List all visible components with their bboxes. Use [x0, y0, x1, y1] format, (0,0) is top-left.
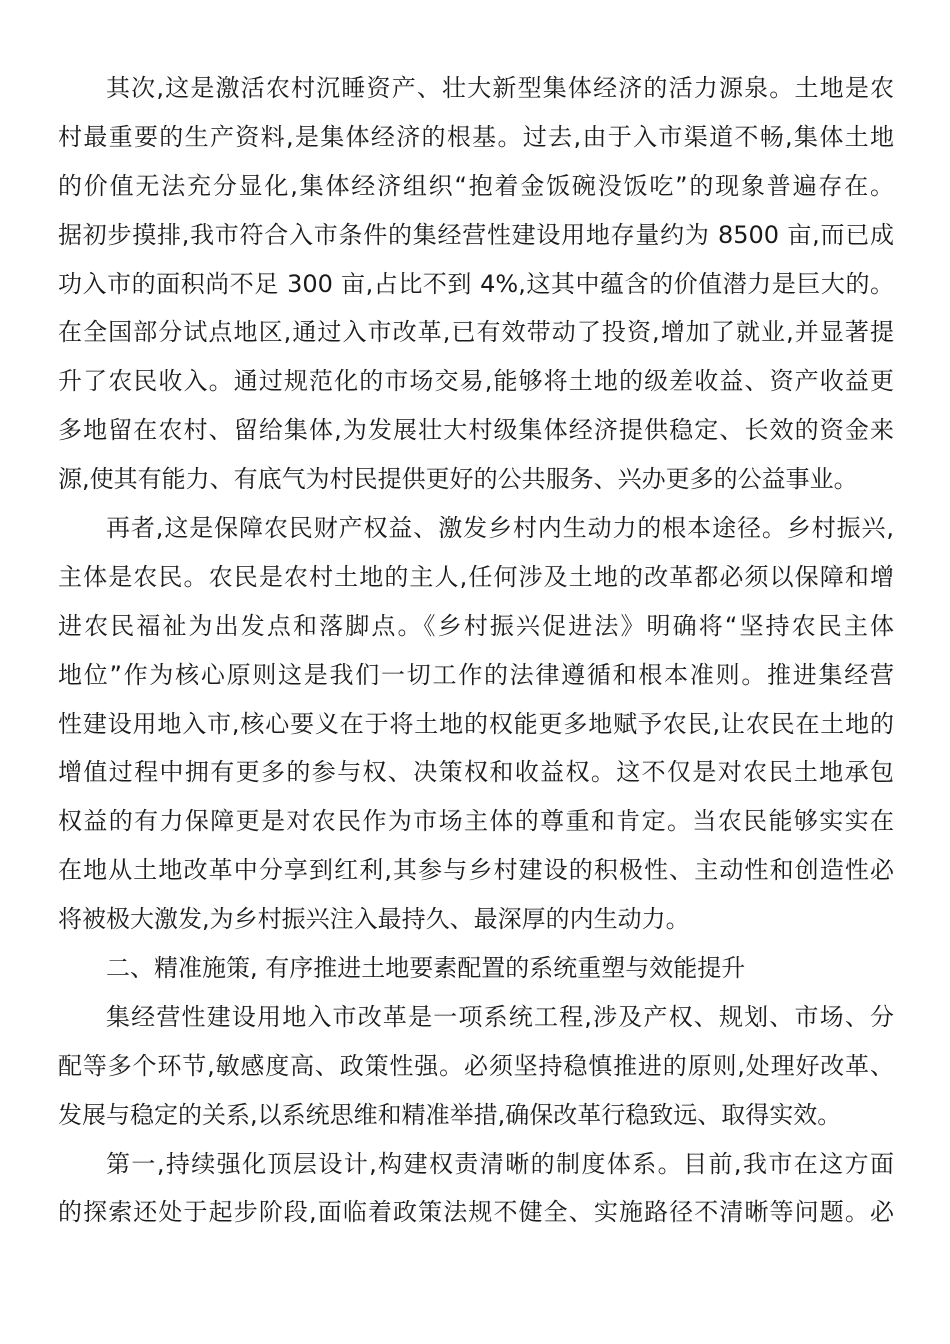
paragraph-line: 集经营性建设用地入市改革是一项系统工程,涉及产权、规划、市场、分 [106, 1002, 894, 1031]
paragraph-line: 性建设用地入市,核心要义在于将土地的权能更多地赋予农民,让农民在土地的 [58, 709, 894, 738]
paragraph-line: 权益的有力保障更是对农民作为市场主体的尊重和肯定。当农民能够实实在 [58, 807, 894, 836]
paragraph-line: 多地留在农村、留给集体,为发展壮大村级集体经济提供稳定、长效的资金来 [58, 416, 894, 445]
paragraph-line: 的价值无法充分显化,集体经济组织“抱着金饭碗没饭吃”的现象普遍存在。 [58, 171, 894, 200]
paragraph-line: 配等多个环节,敏感度高、政策性强。必须坚持稳慎推进的原则,处理好改革、 [58, 1051, 894, 1080]
paragraph-line: 功入市的面积尚不足 300 亩,占比不到 4%,这其中蕴含的价值潜力是巨大的。 [58, 269, 894, 298]
paragraph-line: 地位”作为核心原则这是我们一切工作的法律遵循和根本准则。推进集经营 [58, 660, 894, 689]
paragraph-line: 升了农民收入。通过规范化的市场交易,能够将土地的级差收益、资产收益更 [58, 367, 894, 396]
paragraph-line: 在全国部分试点地区,通过入市改革,已有效带动了投资,增加了就业,并显著提 [58, 318, 894, 347]
body-text [58, 64, 894, 1237]
paragraph-line: 进农民福祉为出发点和落脚点。《乡村振兴促进法》明确将“坚持农民主体 [58, 611, 894, 640]
paragraph-line: 增值过程中拥有更多的参与权、决策权和收益权。这不仅是对农民土地承包 [58, 758, 894, 787]
paragraph-line: 在地从土地改革中分享到红利,其参与乡村建设的积极性、主动性和创造性必 [58, 856, 894, 885]
section-heading: 二、精准施策, 有序推进土地要素配置的系统重塑与效能提升 [106, 954, 746, 983]
paragraph-line: 主体是农民。农民是农村土地的主人,任何涉及土地的改革都必须以保障和增 [58, 562, 894, 591]
paragraph-line: 再者,这是保障农民财产权益、激发乡村内生动力的根本途径。乡村振兴, [106, 514, 894, 543]
paragraph-line: 据初步摸排,我市符合入市条件的集经营性建设用地存量约为 8500 亩,而已成 [58, 220, 894, 249]
paragraph-line: 发展与稳定的关系,以系统思维和精准举措,确保改革行稳致远、取得实效。 [58, 1100, 842, 1129]
paragraph-line: 将被极大激发,为乡村振兴注入最持久、最深厚的内生动力。 [58, 905, 690, 934]
paragraph-line: 其次,这是激活农村沉睡资产、壮大新型集体经济的活力源泉。土地是农 [106, 74, 894, 102]
paragraph-line: 村最重要的生产资料,是集体经济的根基。过去,由于入市渠道不畅,集体土地 [58, 122, 894, 151]
paragraph-line: 第一,持续强化顶层设计,构建权责清晰的制度体系。目前,我市在这方面 [106, 1149, 894, 1178]
paragraph-line: 源,使其有能力、有底气为村民提供更好的公共服务、兴办更多的公益事业。 [58, 465, 858, 494]
paragraph-line: 的探索还处于起步阶段,面临着政策法规不健全、实施路径不清晰等问题。必 [58, 1198, 894, 1227]
